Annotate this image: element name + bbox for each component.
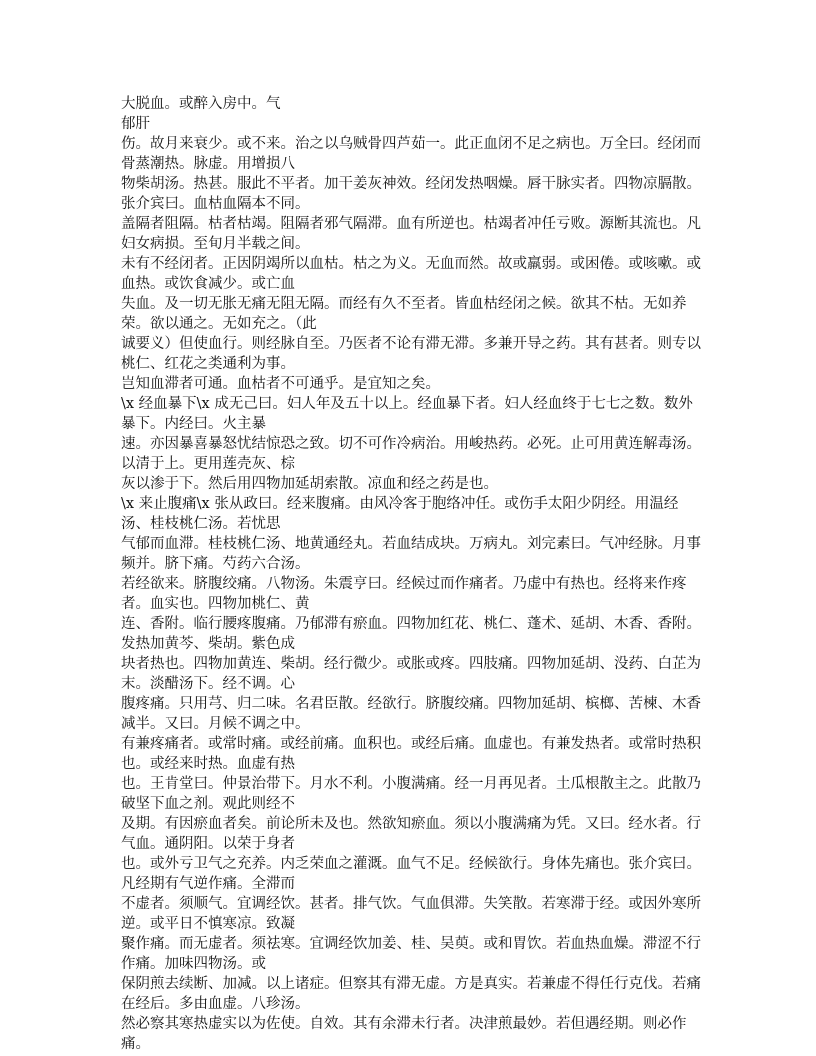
text-line: 大脱血。或醉入房中。气 bbox=[121, 96, 281, 112]
text-paragraph: 块者热也。四物加黄连、柴胡。经行微少。或胀或疼。四肢痛。四物加延胡、没药、白芷为末。淡醋汤下。经不调。心 bbox=[121, 656, 701, 692]
text-paragraph: 聚作痛。而无虚者。须祛寒。宜调经饮加姜、桂、吴萸。或和胃饮。若血热血燥。滞涩不行作痛。加味四物汤。或 bbox=[121, 936, 701, 972]
section-paragraph-abdominal-pain: \x 来止腹痛\x 张从政曰。经来腹痛。由风冷客于胞络冲任。或伤手太阳少阴经。用温经汤、桂枝桃仁汤。若忧思 bbox=[121, 496, 679, 532]
text-paragraph: 未有不经闭者。正因阴竭所以血枯。枯之为义。无血而然。故或羸弱。或困倦。或咳嗽。或血热。或饮食减少。或亡血 bbox=[121, 256, 701, 292]
text-paragraph: 有兼疼痛者。或常时痛。或经前痛。血积也。或经后痛。血虚也。有兼发热者。或常时热积也。或经来时热。血虚有热 bbox=[121, 736, 701, 772]
text-paragraph: 不虚者。须顺气。宜调经饮。甚者。排气饮。气血俱滞。失笑散。若寒滞于经。或因外寒所逆。或平日不慎寒凉。致凝 bbox=[121, 896, 701, 932]
text-paragraph: 伤。故月来衰少。或不来。治之以乌贼骨四芦茹一。此正血闭不足之病也。万全曰。经闭而骨蒸潮热。脉虚。用增损八 bbox=[121, 136, 701, 172]
text-paragraph: 也。或外亏卫气之充养。内乏荣血之灌溉。血气不足。经候欲行。身体先痛也。张介宾曰。凡经期有气逆作痛。全滞而 bbox=[121, 856, 701, 892]
text-paragraph: 物柴胡汤。热甚。服此不平者。加干姜灰神效。经闭发热咽燥。唇干脉实者。四物凉膈散。张介宾曰。血枯血隔本不同。 bbox=[121, 176, 701, 212]
text-paragraph: 诚要义）但使血行。则经脉自至。乃医者不论有滞无滞。多兼开导之药。其有甚者。则专以桃仁、红花之类通利为事。 bbox=[121, 336, 701, 372]
text-line: 郁肝 bbox=[121, 116, 150, 132]
text-paragraph: 气郁而血滞。桂枝桃仁汤、地黄通经丸。若血结成块。万病丸。刘完素曰。气冲经脉。月事频并。脐下痛。芍药六合汤。 bbox=[121, 536, 701, 572]
text-paragraph: 盖隔者阻隔。枯者枯竭。阻隔者邪气隔滞。血有所逆也。枯竭者冲任亏败。源断其流也。凡妇女病损。至旬月半载之间。 bbox=[121, 216, 701, 252]
text-paragraph: 岂知血滞者可通。血枯者不可通乎。是宜知之矣。 bbox=[121, 376, 440, 392]
text-paragraph: 也。王肯堂曰。仲景治带下。月水不利。小腹满痛。经一月再见者。土瓜根散主之。此散乃破坚下血之剂。观此则经不 bbox=[121, 776, 701, 812]
text-paragraph: 然必察其寒热虚实以为佐使。自效。其有余滞未行者。决津煎最妙。若但遇经期。则必作痛。 bbox=[121, 1016, 687, 1052]
text-paragraph: 连、香附。临行腰疼腹痛。乃郁滞有瘀血。四物加红花、桃仁、蓬术、延胡、木香、香附。发热加黄芩、柴胡。紫色成 bbox=[121, 616, 701, 652]
text-paragraph: 若经欲来。脐腹绞痛。八物汤。朱震亨曰。经候过而作痛者。乃虚中有热也。经将来作疼者。血实也。四物加桃仁、黄 bbox=[121, 576, 687, 612]
document-page bbox=[121, 94, 703, 1054]
text-paragraph: 保阴煎去续断、加减。以上诸症。但察其有滞无虚。方是真实。若兼虚不得任行克伐。若痛在经后。多由血虚。八珍汤。 bbox=[121, 976, 701, 1012]
text-paragraph: 腹疼痛。只用芎、归二味。名君臣散。经欲行。脐腹绞痛。四物加延胡、槟榔、苦楝、木香减半。又曰。月候不调之中。 bbox=[121, 696, 701, 732]
text-paragraph: 失血。及一切无胀无痛无阻无隔。而经有久不至者。皆血枯经闭之候。欲其不枯。无如养荣。欲以通之。无如充之。（此 bbox=[121, 296, 687, 332]
text-paragraph: 及期。有因瘀血者矣。前论所未及也。然欲知瘀血。须以小腹满痛为凭。又曰。经水者。行气血。通阴阳。以荣于身者 bbox=[121, 816, 701, 852]
text-paragraph: 速。亦因暴喜暴怒忧结惊恐之致。切不可作冷病治。用峻热药。必死。止可用黄连解毒汤。以清于上。更用莲壳灰、棕 bbox=[121, 436, 701, 472]
section-paragraph-menorrhagia: \x 经血暴下\x 成无己曰。妇人年及五十以上。经血暴下者。妇人经血终于七七之数。数外暴下。内经曰。火主暴 bbox=[121, 396, 693, 432]
text-paragraph: 灰以渗于下。然后用四物加延胡索散。凉血和经之药是也。 bbox=[121, 476, 498, 492]
